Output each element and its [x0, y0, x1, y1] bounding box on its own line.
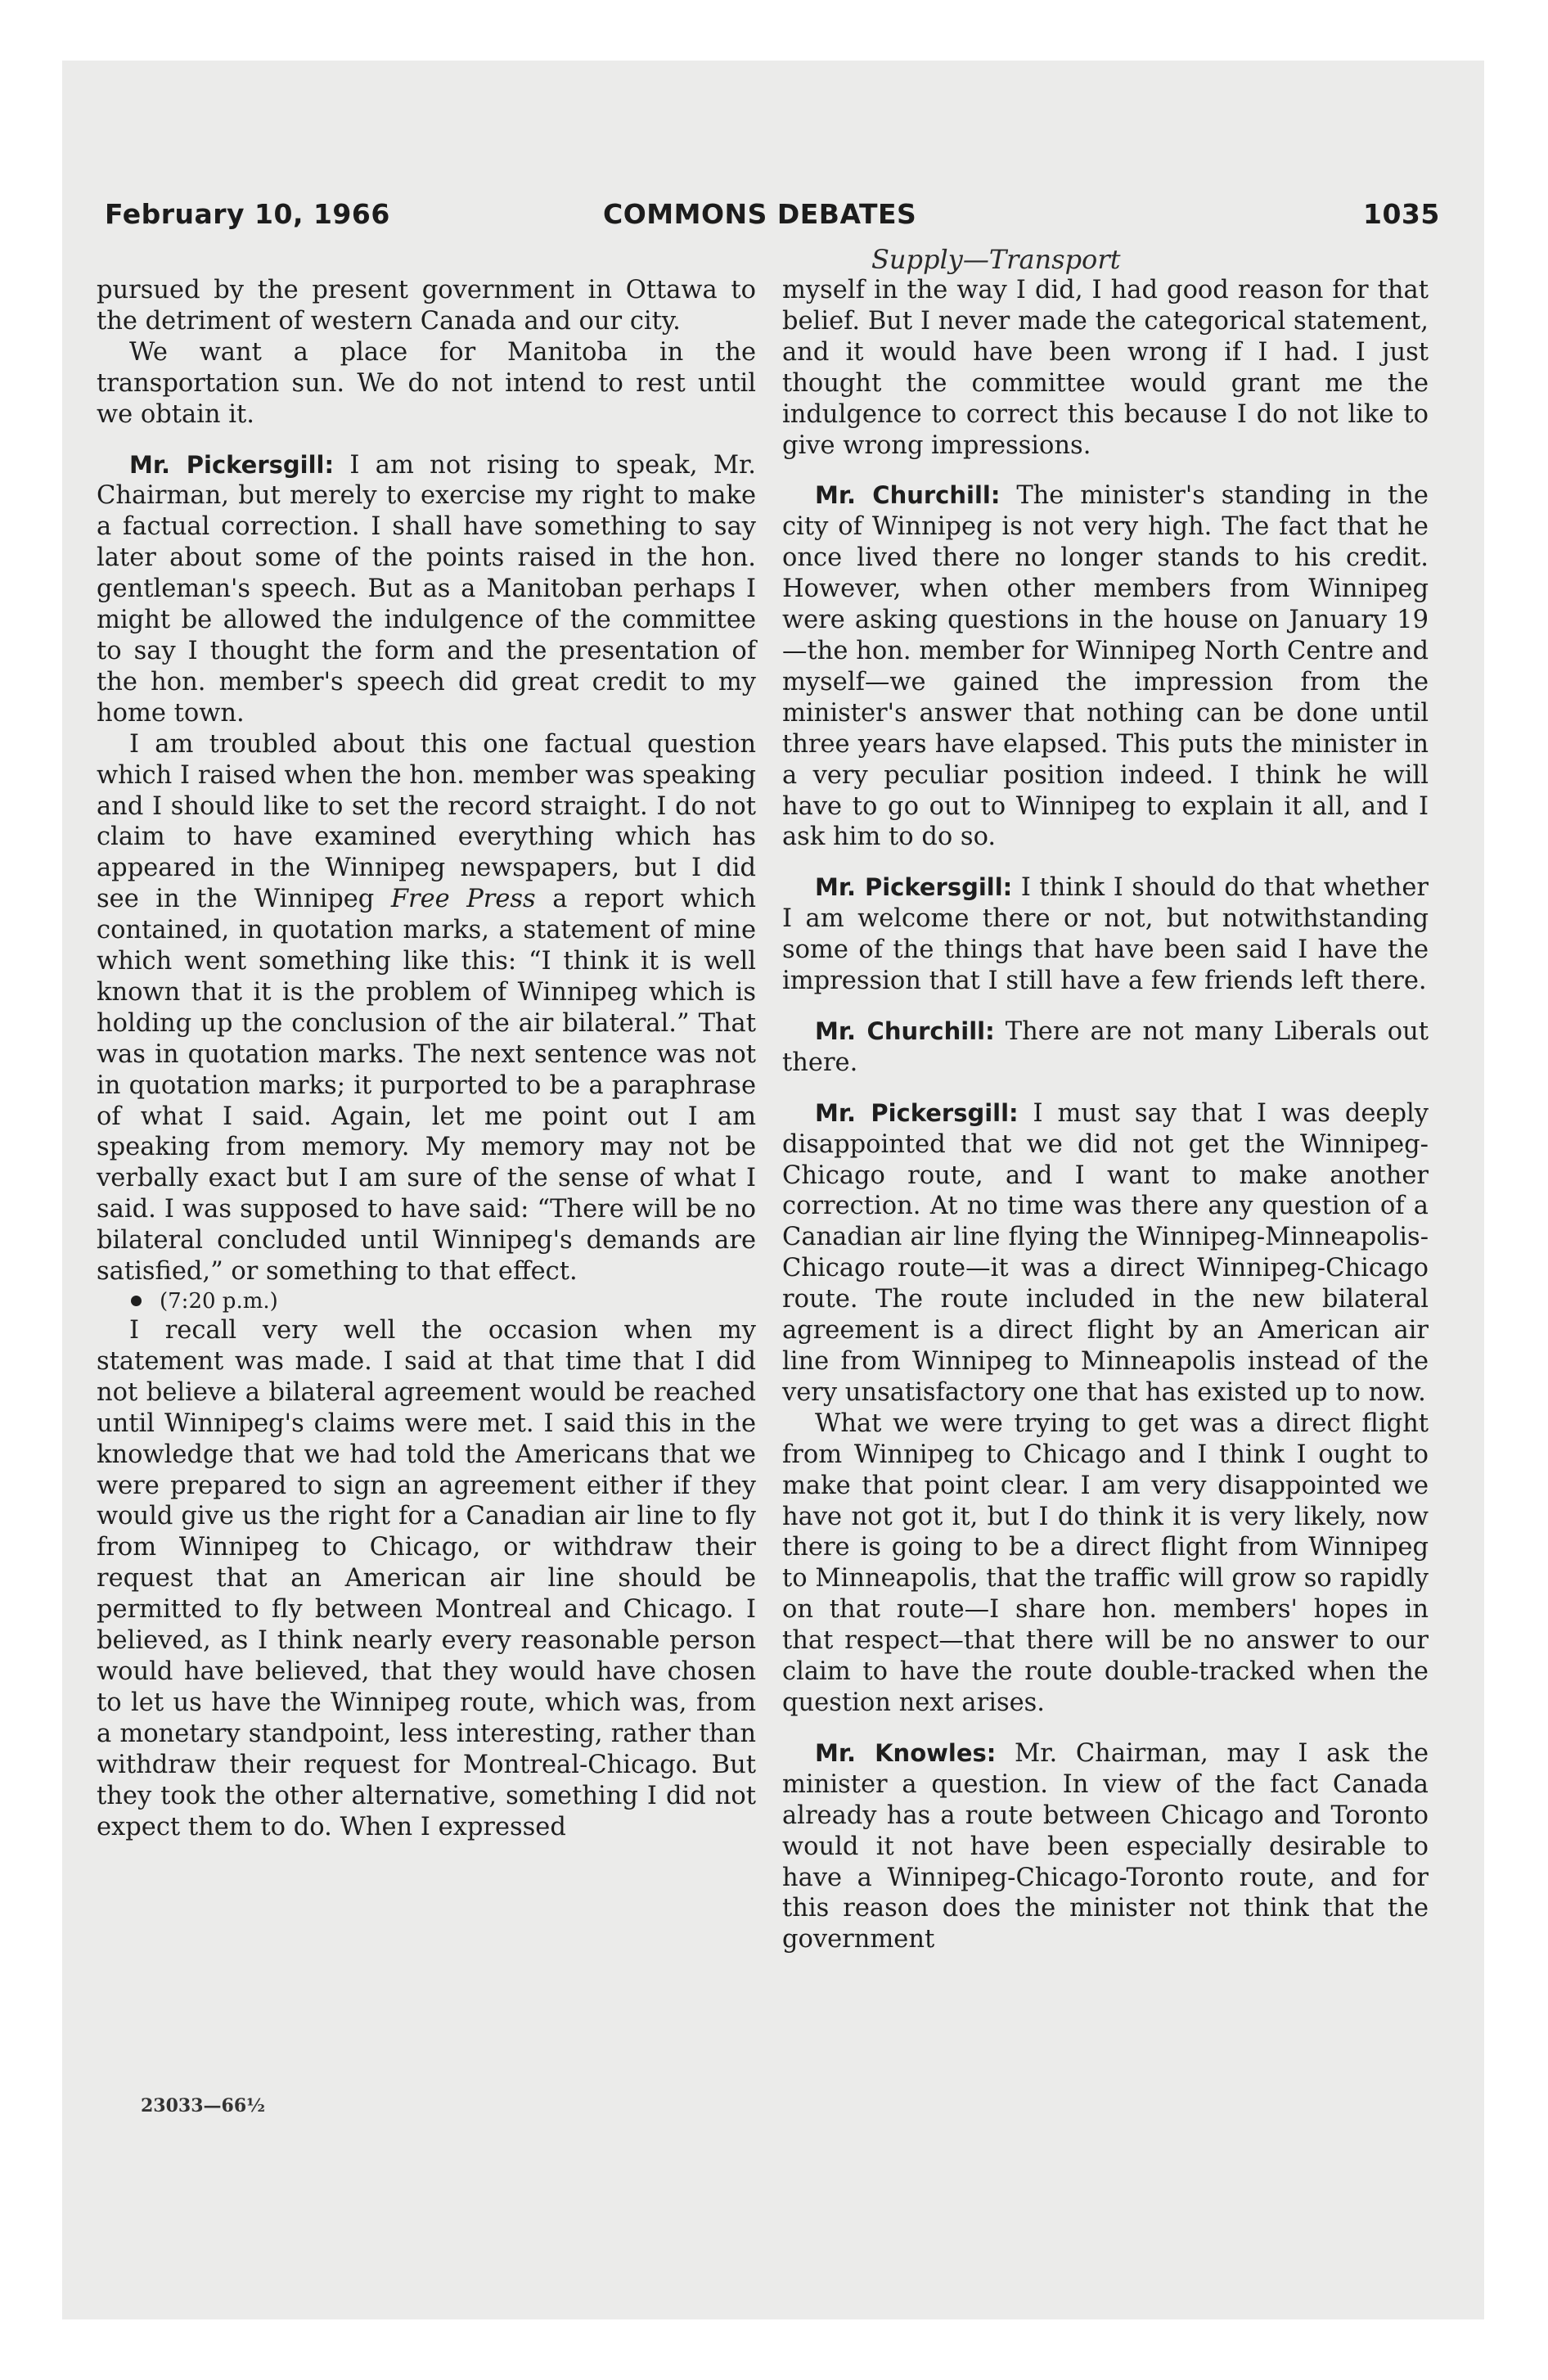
left-column — [97, 275, 756, 1842]
bullet-icon — [131, 1296, 142, 1306]
paragraph: What we were trying to get was a direct flight from Winnipeg to Chicago and I think I ought to make that point clear. I am very disappointed we have not got it, but I do think it is very likely, now there is going to be a direct flight from Winnipeg to Minneapolis, that the traffic will grow so rapidly on that route—I share hon. members' hopes in that respect—that there will be no answer to our claim to have the route double-tracked when the question next arises. — [782, 1409, 1429, 1717]
speech-text: I am not rising to speak, Mr. Chairman, but merely to exercise my right to make a factual correction. I shall have something to say later about some of the points raised in the hon. gentleman's speech. But as a Manitoban perhaps I might be allowed the indulgence of the committee to say I thought the form and the presentation of the hon. member's speech did great credit to my home town. — [97, 450, 756, 728]
speech-paragraph — [782, 1738, 1429, 1955]
time-marker — [97, 1287, 756, 1315]
speech-paragraph — [97, 450, 756, 729]
speaker-name: Mr. Pickersgill: — [129, 450, 335, 479]
footnote: 23033—66½ — [141, 2095, 266, 2116]
paragraph-text: I am troubled about this one factual question which I raised when the hon. member was speaking and I should like to set the record straight. I do not claim to have examined everything which has appeared in the Winnipeg newspapers, but I did see in the Winnipeg — [97, 729, 756, 914]
speaker-name: Mr. Churchill: — [815, 1016, 995, 1045]
speech-text: I think I should do that whether I am welcome there or not, but notwithstanding some of the things that have been said I have the impression that I still have a few friends left there. — [782, 873, 1429, 996]
paragraph: We want a place for Manitoba in the transportation sun. We do not intend to rest until we obtain it. — [97, 337, 756, 429]
header-date: February 10, 1966 — [105, 198, 390, 230]
speech-text: There are not many Liberals out there. — [782, 1016, 1429, 1077]
paragraph: I recall very well the occasion when my statement was made. I said at that time that I did not believe a bilateral agreement would be reached until Winnipeg's claims were met. I said this in the knowledge that we had told the Americans that we were prepared to sign an agreement either if they would give us the right for a Canadian air line to fly from Winnipeg to Chicago, or withdraw their request that an American air line should be permitted to fly between Montreal and Chicago. I believed, as I think nearly every reasonable person would have believed, that they would have chosen to let us have the Winnipeg route, which was, from a monetary standpoint, less interesting, rather than withdraw their request for Montreal-Chicago. But they took the other alternative, something I did not expect them to do. When I expressed — [97, 1316, 756, 1841]
header-page-number: 1035 — [1363, 198, 1440, 230]
header-title: COMMONS DEBATES — [603, 198, 917, 230]
speaker-name: Mr. Churchill: — [815, 481, 1001, 510]
paragraph: pursued by the present government in Ottawa to the detriment of western Canada and our city. — [97, 276, 756, 336]
speaker-name: Mr. Pickersgill: — [815, 1098, 1019, 1127]
right-column — [782, 275, 1429, 1955]
speaker-name: Mr. Pickersgill: — [815, 873, 1013, 902]
paragraph — [97, 729, 756, 1287]
speech-paragraph — [782, 1098, 1429, 1409]
time-text: (7:20 p.m.) — [160, 1289, 278, 1314]
speech-paragraph — [782, 1016, 1429, 1079]
paragraph-text: a report which contained, in quotation marks, a statement of mine which went something like this: “I think it is well known that it is the problem of Winnipeg which is holding up the conclusion of the air bilateral.” That was in quotation marks. The next sentence was not in quotation marks; it purported to be a paraphrase of what I said. Again, let me point out I am speaking from memory. My memory may not be verbally exact but I am sure of the sense of what I said. I was supposed to have said: “There will be no bilateral concluded until Winnipeg's demands are satisfied,” or something to that effect. — [97, 885, 756, 1287]
speech-text: I must say that I was deeply disappointed that we did not get the Winnipeg-Chicago route, and I want to make another correction. At no time was there any question of a Canadian air line flying the Winnipeg-Minneapolis-Chicago route—it was a direct Winnipeg-Chicago route. The route included in the new bilateral agreement is a direct flight by an American air line from Winnipeg to Minneapolis instead of the very unsatisfactory one that has existed up to now. — [782, 1098, 1429, 1407]
newspaper-name: Free Press — [390, 885, 536, 914]
speech-text: The minister's standing in the city of Winnipeg is not very high. The fact that he once lived there no longer stands to his credit. However, when other members from Winnipeg were asking questions in the house on January 19—the hon. member for Winnipeg North Centre and myself—we gained the impression from the minister's answer that nothing can be done until three years have elapsed. This puts the minister in a very peculiar position indeed. I think he will have to go out to Winnipeg to explain it all, and I ask him to do so. — [782, 481, 1429, 852]
speech-text: Mr. Chairman, may I ask the minister a question. In view of the fact Canada already has a route between Chicago and Toronto would it not have been especially desirable to have a Winnipeg-Chicago-Toronto route, and for this reason does the minister not think that the government — [782, 1738, 1429, 1954]
speech-paragraph — [782, 872, 1429, 997]
section-heading: Supply—Transport — [871, 244, 1121, 275]
paragraph: myself in the way I did, I had good reason for that belief. But I never made the categorical statement, and it would have been wrong if I had. I just thought the committee would grant me the indulgence to correct this because I do not like to give wrong impressions. — [782, 276, 1429, 460]
speaker-name: Mr. Knowles: — [815, 1738, 997, 1767]
speech-paragraph — [782, 480, 1429, 853]
